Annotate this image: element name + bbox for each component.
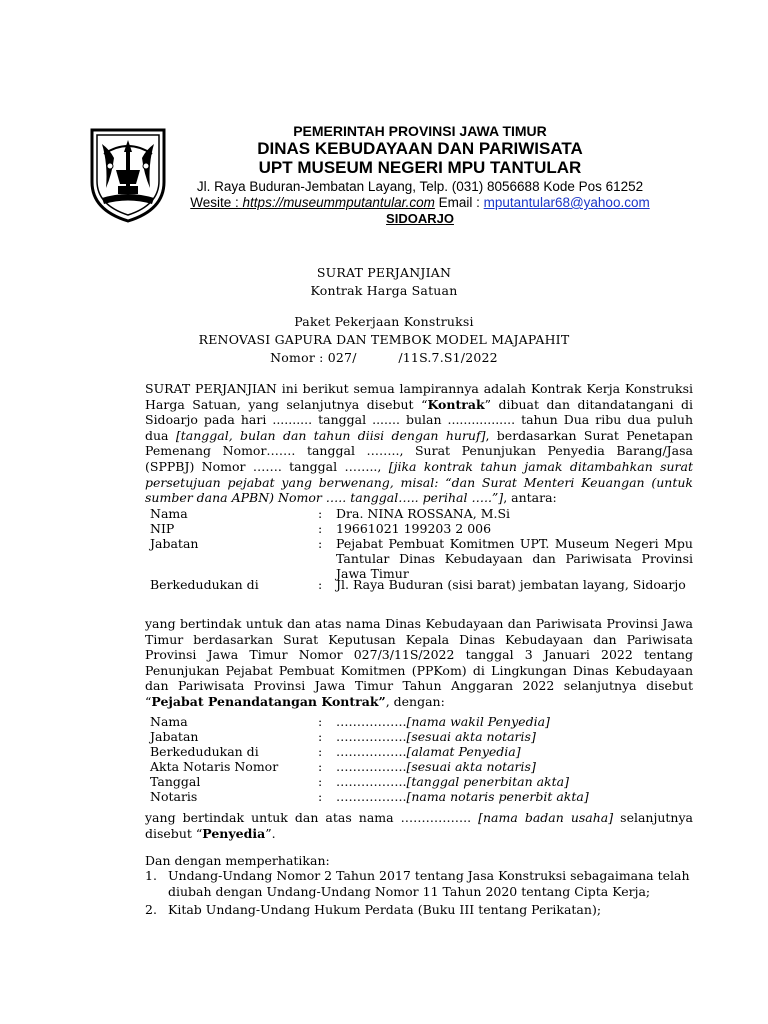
- intro-text-c: ” dibuat dan ditandatangani di Sidoarjo pada hari .......... tanggal ....... bulan ................. tahun Dua ribu dua puluh dua: [145, 396, 693, 443]
- website-link[interactable]: https://museummputantular.com: [242, 195, 435, 210]
- p2-value: [336, 714, 550, 729]
- p1-nip-label: NIP: [150, 521, 175, 536]
- authority-text: yang bertindak untuk dan atas nama Dinas Kebudayaan dan Pariwisata Provinsi Jawa Timur berdasarkan Surat Keputusan Kepala Dinas Kebudayaan dan Pariwisata Provinsi Jawa Timur Nomor 027/3/11S/2022 tanggal 3 Januari 2022 tentang Penunjukan Pejabat Pembuat Komitmen (PPKom) di Lingkungan Dinas Kebudayaan dan Pariwisata Provinsi Jawa Timur Tahun Anggaran 2022 selanjutnya disebut “: [145, 616, 693, 709]
- p1-kedudukan-value: Jl. Raya Buduran (sisi barat) jembatan layang, Sidoarjo: [336, 577, 686, 592]
- p1-jabatan-label: Jabatan: [150, 536, 199, 551]
- p2-dots: ……………..: [336, 729, 407, 744]
- p2-dots: ……………..: [336, 744, 407, 759]
- authority-bold-signatory: Pejabat Penandatangan Kontrak”: [151, 693, 386, 709]
- list-item-text: Kitab Undang-Undang Hukum Perdata (Buku III tentang Perikatan);: [168, 902, 602, 917]
- work-package: Paket Pekerjaan Konstruksi: [294, 314, 474, 329]
- website-label: Wesite :: [190, 195, 243, 210]
- list-item-text: Undang-Undang Nomor 2 Tahun 2017 tentang Jasa Konstruksi sebagaimana telah diubah dengan Undang-Undang Nomor 11 Tahun 2020 tentang Cipta Kerja;: [168, 868, 690, 899]
- intro-text-e: , berdasarkan Surat Penetapan Pemenang Nomor……. tanggal …….., Surat Penunjukan Penyedia Barang/Jasa (SPPBJ) Nomor ……. tanggal ……..,: [145, 427, 693, 474]
- intro-italic-date-note: [tanggal, bulan dan tahun diisi dengan huruf]: [175, 427, 486, 443]
- p1-nip-value: 19661021 199203 2 006: [336, 521, 492, 536]
- p2-dots: ……………..: [336, 789, 407, 804]
- letterhead-city: SIDOARJO: [386, 211, 454, 226]
- p2-label: Akta Notaris Nomor: [150, 759, 279, 774]
- p2-dots: ……………..: [336, 759, 407, 774]
- p2-value: [336, 744, 521, 759]
- list-number: 1.: [145, 868, 157, 883]
- provider-text: yang bertindak untuk dan atas nama ……………..: [145, 810, 479, 825]
- p1-nama-label: Nama: [150, 506, 188, 521]
- p2-note: [nama wakil Penyedia]: [406, 714, 550, 729]
- p2-note: [nama notaris penerbit akta]: [406, 789, 589, 804]
- p2-colon: :: [318, 759, 323, 774]
- provider-paragraph: [145, 810, 693, 841]
- p1-jabatan-value: Pejabat Pembuat Komitmen UPT. Museum Negeri Mpu Tantular Dinas Kebudayaan dan Pariwisata Provinsi Jawa Timur: [336, 536, 693, 581]
- letterhead-institution: UPT MUSEUM NEGERI MPU TANTULAR: [258, 158, 582, 177]
- intro-italic-multiyear-note: [jika kontrak tahun jamak ditambahkan surat persetujuan pejabat yang berwenang, misal: “dan Surat Menteri Keuangan (untuk sumber dana APBN) Nomor ….. tanggal….. perihal …..”]: [145, 458, 693, 506]
- doc-title: SURAT PERJANJIAN: [316, 265, 452, 280]
- letterhead-contact: [170, 195, 670, 211]
- p2-value: [336, 759, 536, 774]
- p2-colon: :: [318, 774, 323, 789]
- p2-value: [336, 774, 569, 789]
- p2-dots: ……………..: [336, 774, 407, 789]
- letterhead-address: Jl. Raya Buduran-Jembatan Layang, Telp. (031) 8056688 Kode Pos 61252: [196, 179, 644, 194]
- p2-colon: :: [318, 744, 323, 759]
- p2-label: Notaris: [150, 789, 198, 804]
- p1-colon: :: [318, 506, 323, 521]
- p2-value: [336, 789, 589, 804]
- list-number: 2.: [145, 902, 157, 917]
- doc-subtitle: Kontrak Harga Satuan: [310, 283, 458, 298]
- p2-dots: ……………..: [336, 714, 407, 729]
- authority-paragraph: [145, 616, 693, 710]
- provider-bold: Penyedia: [202, 825, 266, 841]
- p1-colon: :: [318, 536, 323, 551]
- intro-paragraph: [145, 381, 693, 506]
- contract-number: Nomor : 027/ /11S.7.S1/2022: [270, 350, 498, 365]
- p2-label: Nama: [150, 714, 188, 729]
- email-label: Email :: [434, 195, 484, 210]
- p2-label: Tanggal: [150, 774, 201, 789]
- p1-colon: :: [318, 521, 323, 536]
- p2-label: Berkedudukan di: [150, 744, 259, 759]
- letterhead-government: PEMERINTAH PROVINSI JAWA TIMUR: [293, 123, 547, 139]
- p2-note: [sesuai akta notaris]: [406, 729, 536, 744]
- intro-bold-kontrak: Kontrak: [427, 396, 485, 412]
- email-link[interactable]: mputantular68@yahoo.com: [483, 195, 650, 210]
- letterhead: [170, 123, 670, 227]
- provider-italic-note: [nama badan usaha]: [478, 810, 614, 825]
- authority-text-end: , dengan:: [385, 693, 445, 709]
- letterhead-department: DINAS KEBUDAYAAN DAN PARIWISATA: [257, 139, 583, 158]
- p2-note: [tanggal penerbitan akta]: [406, 774, 569, 789]
- considering-heading: Dan dengan memperhatikan:: [145, 853, 330, 868]
- provider-text-end: ”.: [265, 825, 276, 841]
- p2-colon: :: [318, 789, 323, 804]
- p2-note: [sesuai akta notaris]: [406, 759, 536, 774]
- p1-kedudukan-label: Berkedudukan di: [150, 577, 259, 592]
- p2-value: [336, 729, 536, 744]
- p1-colon: :: [318, 577, 323, 592]
- p2-colon: :: [318, 729, 323, 744]
- p2-label: Jabatan: [150, 729, 199, 744]
- p2-note: [alamat Penyedia]: [406, 744, 521, 759]
- project-name: RENOVASI GAPURA DAN TEMBOK MODEL MAJAPAHIT: [198, 332, 570, 347]
- intro-text-a: SURAT PERJANJIAN ini berikut semua lampirannya adalah Kontrak Kerja Konstruksi Harga Satuan, yang selanjutnya disebut “: [145, 381, 693, 412]
- east-java-emblem-logo: [86, 124, 170, 224]
- p2-colon: :: [318, 714, 323, 729]
- provider-text-mid: selanjutnya disebut “: [145, 810, 693, 841]
- p1-nama-value: Dra. NINA ROSSANA, M.Si: [336, 506, 511, 521]
- intro-text-g: , antara:: [503, 490, 557, 506]
